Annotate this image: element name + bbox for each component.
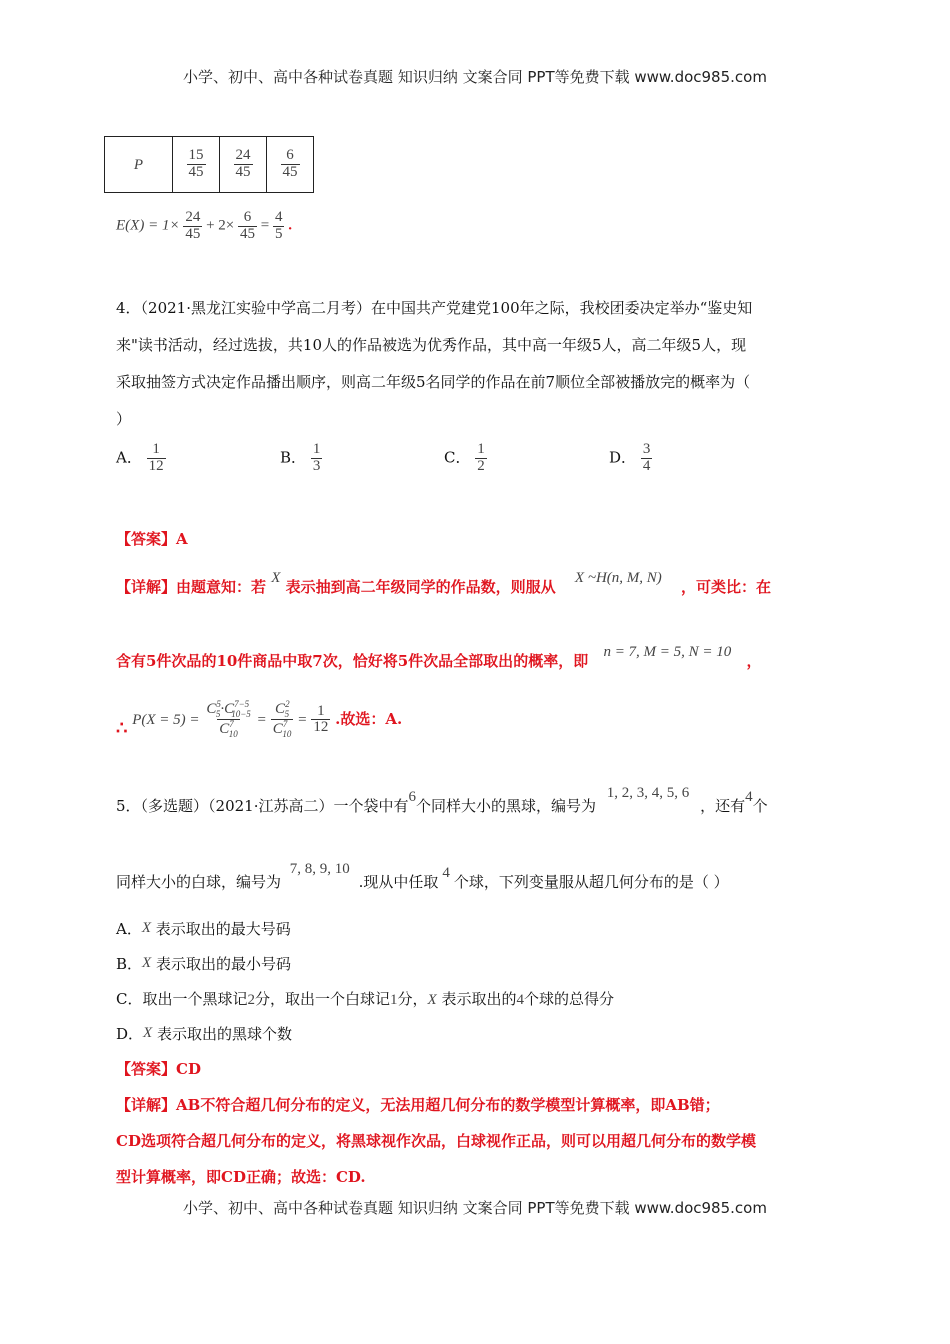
expectation-formula: E(X) = 1× $\frac{24}{45}$ + 2× $\frac{6}{45}$ = $\frac{4}{5}$ . (116, 209, 292, 242)
page-footer: 小学、初中、高中各种试卷真题 知识归纳 文案合同 PPT等免费下载 www.doc985.com (183, 1199, 767, 1217)
q4-option-b: B． $\frac{1}{3}$ (280, 441, 321, 474)
q4-option-c: C． $\frac{1}{2}$ (444, 441, 485, 474)
q5-option-c: C．取出一个黑球记2分，取出一个白球记1分，X 表示取出的4个球的总得分 (116, 990, 614, 1008)
q5-option-b: B．X 表示取出的最小号码 (116, 955, 291, 973)
table-cell: $\frac{24}{45}$ (220, 137, 267, 193)
q4-stem-line4: ） (116, 410, 132, 428)
q5-detail-line2: CD选项符合超几何分布的定义，将黑球视作次品，白球视作正品，则可以用超几何分布的数学模 (116, 1132, 756, 1150)
q4-detail-line2: 含有5件次品的10件商品中取7次，恰好将5件次品全部取出的概率，即 n = 7, M = 5, N = 10 ， (116, 644, 762, 670)
q4-stem-line2: 来"读书活动，经过选拔，共10人的作品被选为优秀作品，其中高一年级5人，高二年级5人，现 (116, 336, 747, 354)
q5-answer: 【答案】CD (116, 1060, 201, 1078)
probability-table (104, 136, 314, 193)
q5-stem-line2: 同样大小的白球，编号为 7, 8, 9, 10 .现从中任取 4 个球，下列变量服从超几何分布的是（ ） (116, 861, 729, 891)
table-row-label: P (105, 137, 173, 193)
q4-stem-line3: 采取抽签方式决定作品播出顺序，则高二年级5名同学的作品在前7顺位全部被播放完的概率为（ (116, 373, 751, 391)
q4-stem-line1: 4．（2021·黑龙江实验中学高二月考）在中国共产党建党100年之际，我校团委决定举办“鉴史知 (116, 299, 753, 317)
q4-detail-line1: 【详解】由题意知：若 X 表示抽到高二年级同学的作品数，则服从 X ~H(n, M, N) ，可类比：在 (116, 570, 772, 596)
q5-option-a: A．X 表示取出的最大号码 (116, 920, 291, 938)
q4-probability-formula: ∴ P(X = 5) = $\frac{C^5_5\cdot C^{7-5}_{10-5}}{C^7_{10}}$ = $\frac{C^2_5}{C^7_{10}}$ = $\frac{1}{12}$ .故选：A. (116, 699, 403, 740)
q5-option-d: D．X 表示取出的黑球个数 (116, 1025, 292, 1043)
q5-stem-line1: 5．（多选题）（2021·江苏高二）一个袋中有6个同样大小的黑球，编号为 1, 2, 3, 4, 5, 6 ，还有4个 (116, 785, 768, 815)
table-cell: $\frac{6}{45}$ (267, 137, 314, 193)
q5-detail-line1: 【详解】AB不符合超几何分布的定义，无法用超几何分布的数学模型计算概率，即AB错； (116, 1096, 720, 1114)
q5-detail-line3: 型计算概率，即CD正确；故选：CD. (116, 1168, 366, 1186)
page-header: 小学、初中、高中各种试卷真题 知识归纳 文案合同 PPT等免费下载 www.doc985.com (183, 68, 767, 86)
q4-option-d: D． $\frac{3}{4}$ (609, 441, 651, 474)
table-cell: $\frac{15}{45}$ (173, 137, 220, 193)
q4-option-a: A． $\frac{1}{12}$ (116, 441, 164, 474)
q4-answer: 【答案】A (116, 530, 188, 548)
